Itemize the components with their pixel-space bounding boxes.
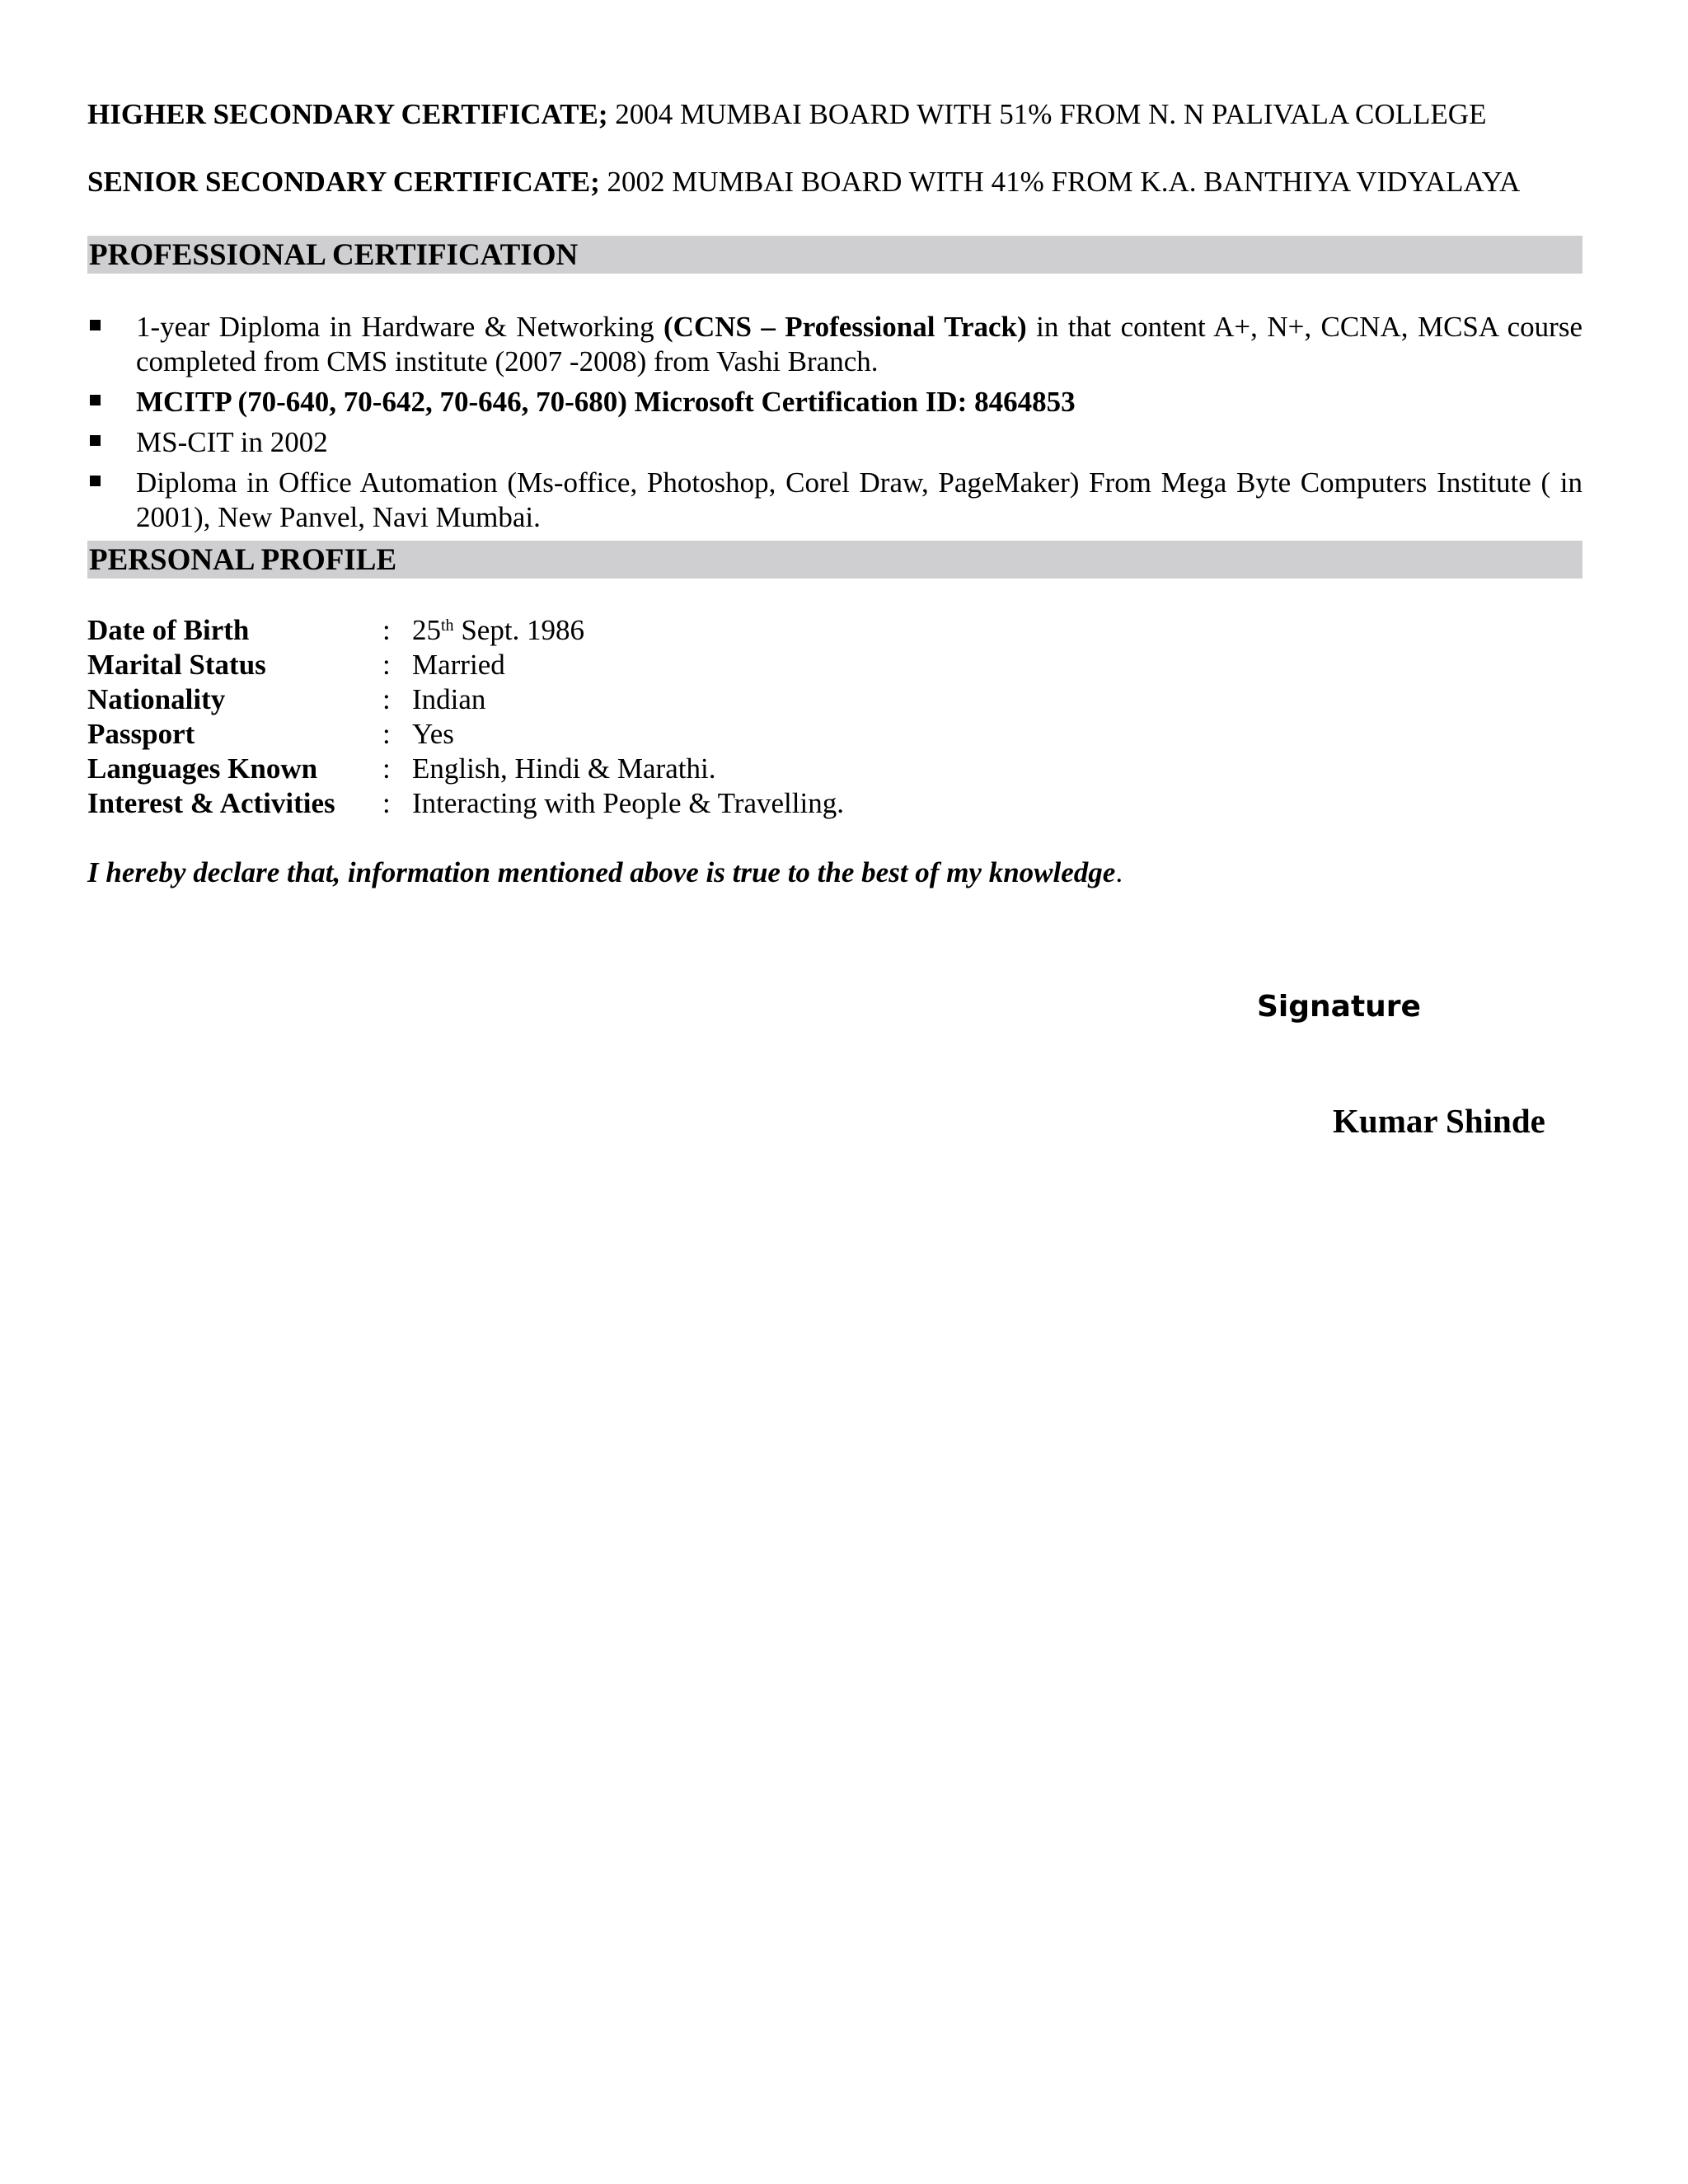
- profile-value: English, Hindi & Marathi.: [412, 752, 716, 785]
- profile-label: Interest & Activities: [87, 787, 335, 819]
- table-row: [87, 648, 844, 682]
- personal-profile-table: [87, 613, 844, 821]
- section-heading-professional-certification: PROFESSIONAL CERTIFICATION: [87, 236, 1582, 274]
- profile-separator: :: [382, 718, 391, 750]
- profile-value: Interacting with People & Travelling.: [412, 787, 844, 819]
- signature-label: Signature: [1257, 990, 1421, 1024]
- profile-separator: :: [382, 787, 391, 819]
- profile-value: Married: [412, 649, 505, 681]
- profile-value: 25th Sept. 1986: [412, 614, 585, 646]
- list-item: Diploma in Office Automation (Ms-office, Photoshop, Corel Draw, PageMaker) From Mega Byte Computers Institute ( in 2001), New Panvel, Navi Mumbai.: [87, 466, 1582, 535]
- table-row: [87, 752, 844, 786]
- declaration-statement: I hereby declare that, information mentioned above is true to the best of my knowledge.: [87, 856, 1123, 888]
- profile-separator: :: [382, 649, 391, 681]
- list-item: 1-year Diploma in Hardware & Networking (CCNS – Professional Track) in that content A+, N+, CCNA, MCSA course completed from CMS institute (2007 -2008) from Vashi Branch.: [87, 310, 1582, 379]
- education-title: HIGHER SECONDARY CERTIFICATE;: [87, 98, 608, 130]
- education-senior-secondary: [87, 165, 1582, 199]
- section-heading-personal-profile: PERSONAL PROFILE: [87, 541, 1582, 579]
- profile-label: Passport: [87, 718, 195, 750]
- education-details: 2004 MUMBAI BOARD WITH 51% FROM N. N PALIVALA COLLEGE: [607, 98, 1487, 130]
- profile-label: Languages Known: [87, 752, 318, 785]
- list-item: MCITP (70-640, 70-642, 70-646, 70-680) Microsoft Certification ID: 8464853: [87, 385, 1582, 419]
- table-row: [87, 786, 844, 821]
- profile-label: Marital Status: [87, 649, 266, 681]
- profile-separator: :: [382, 614, 391, 646]
- list-item: MS-CIT in 2002: [87, 425, 1582, 460]
- square-bullet-icon: [90, 476, 101, 486]
- square-bullet-icon: [90, 395, 101, 405]
- education-title: SENIOR SECONDARY CERTIFICATE;: [87, 166, 600, 198]
- certification-list: [87, 310, 1582, 535]
- profile-label: Nationality: [87, 683, 226, 715]
- resume-page: [87, 97, 1582, 890]
- profile-value: Indian: [412, 683, 486, 715]
- education-higher-secondary: [87, 97, 1582, 132]
- education-details: 2002 MUMBAI BOARD WITH 41% FROM K.A. BANTHIYA VIDYALAYA: [599, 166, 1521, 198]
- table-row: [87, 717, 844, 752]
- profile-separator: :: [382, 752, 391, 785]
- square-bullet-icon: [90, 320, 101, 330]
- signer-name: Kumar Shinde: [1333, 1102, 1545, 1140]
- profile-separator: :: [382, 683, 391, 715]
- square-bullet-icon: [90, 435, 101, 446]
- profile-value: Yes: [412, 718, 454, 750]
- table-row: [87, 613, 844, 648]
- table-row: [87, 682, 844, 717]
- profile-label: Date of Birth: [87, 614, 250, 646]
